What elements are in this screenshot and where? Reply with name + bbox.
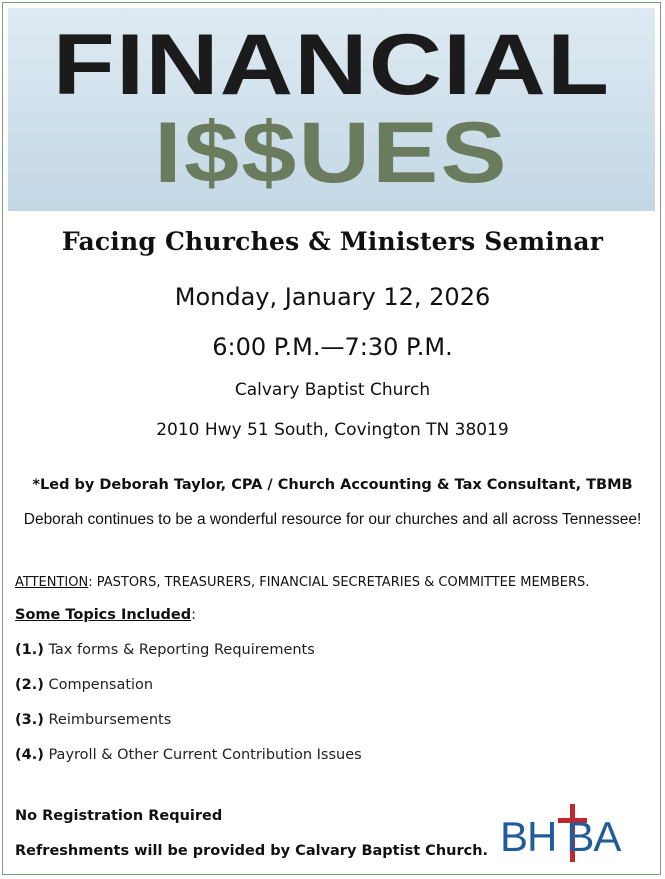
banner-title-issues: I$$UES	[154, 105, 509, 201]
logo-text	[500, 813, 621, 860]
attention-line	[15, 575, 589, 590]
topic-item	[15, 712, 171, 728]
registration-note: No Registration Required	[15, 808, 223, 824]
topic-item	[15, 642, 315, 658]
topic-text: Payroll & Other Current Contribution Issues	[43, 747, 362, 763]
event-address: 2010 Hwy 51 South, Covington TN 38019	[156, 420, 509, 440]
event-date: Monday, January 12, 2026	[174, 283, 491, 311]
leader-line: *Led by Deborah Taylor, CPA / Church Accounting & Tax Consultant, TBMB	[32, 477, 633, 493]
refreshments-note: Refreshments will be provided by Calvary Baptist Church.	[15, 843, 489, 859]
topics-heading-colon: :	[191, 607, 197, 623]
topics-heading	[15, 607, 196, 623]
attention-label: ATTENTION	[15, 575, 89, 590]
logo-text-left: BH	[500, 813, 557, 860]
attention-text: : PASTORS, TREASURERS, FINANCIAL SECRETARIES & COMMITTEE MEMBERS.	[88, 575, 590, 590]
topic-item	[15, 677, 153, 693]
banner-title-financial: FINANCIAL	[52, 17, 611, 113]
event-time: 6:00 P.M.—7:30 P.M.	[212, 333, 453, 361]
topic-text: Tax forms & Reporting Requirements	[43, 642, 315, 658]
banner	[8, 8, 655, 211]
topic-number: (4.)	[15, 747, 44, 763]
seminar-title: Facing Churches & Ministers Seminar	[61, 227, 604, 256]
topic-number: (1.)	[15, 642, 44, 658]
topic-text: Compensation	[43, 677, 154, 693]
event-venue: Calvary Baptist Church	[234, 380, 431, 400]
bhtba-logo	[500, 802, 650, 864]
topics-heading-label: Some Topics Included	[15, 607, 192, 623]
topic-item	[15, 747, 362, 763]
topic-number: (2.)	[15, 677, 44, 693]
topic-number: (3.)	[15, 712, 44, 728]
leader-note: Deborah continues to be a wonderful resource for our churches and all across Tennessee!	[23, 511, 642, 528]
logo-text-right: BA	[566, 813, 621, 860]
topic-text: Reimbursements	[43, 712, 172, 728]
